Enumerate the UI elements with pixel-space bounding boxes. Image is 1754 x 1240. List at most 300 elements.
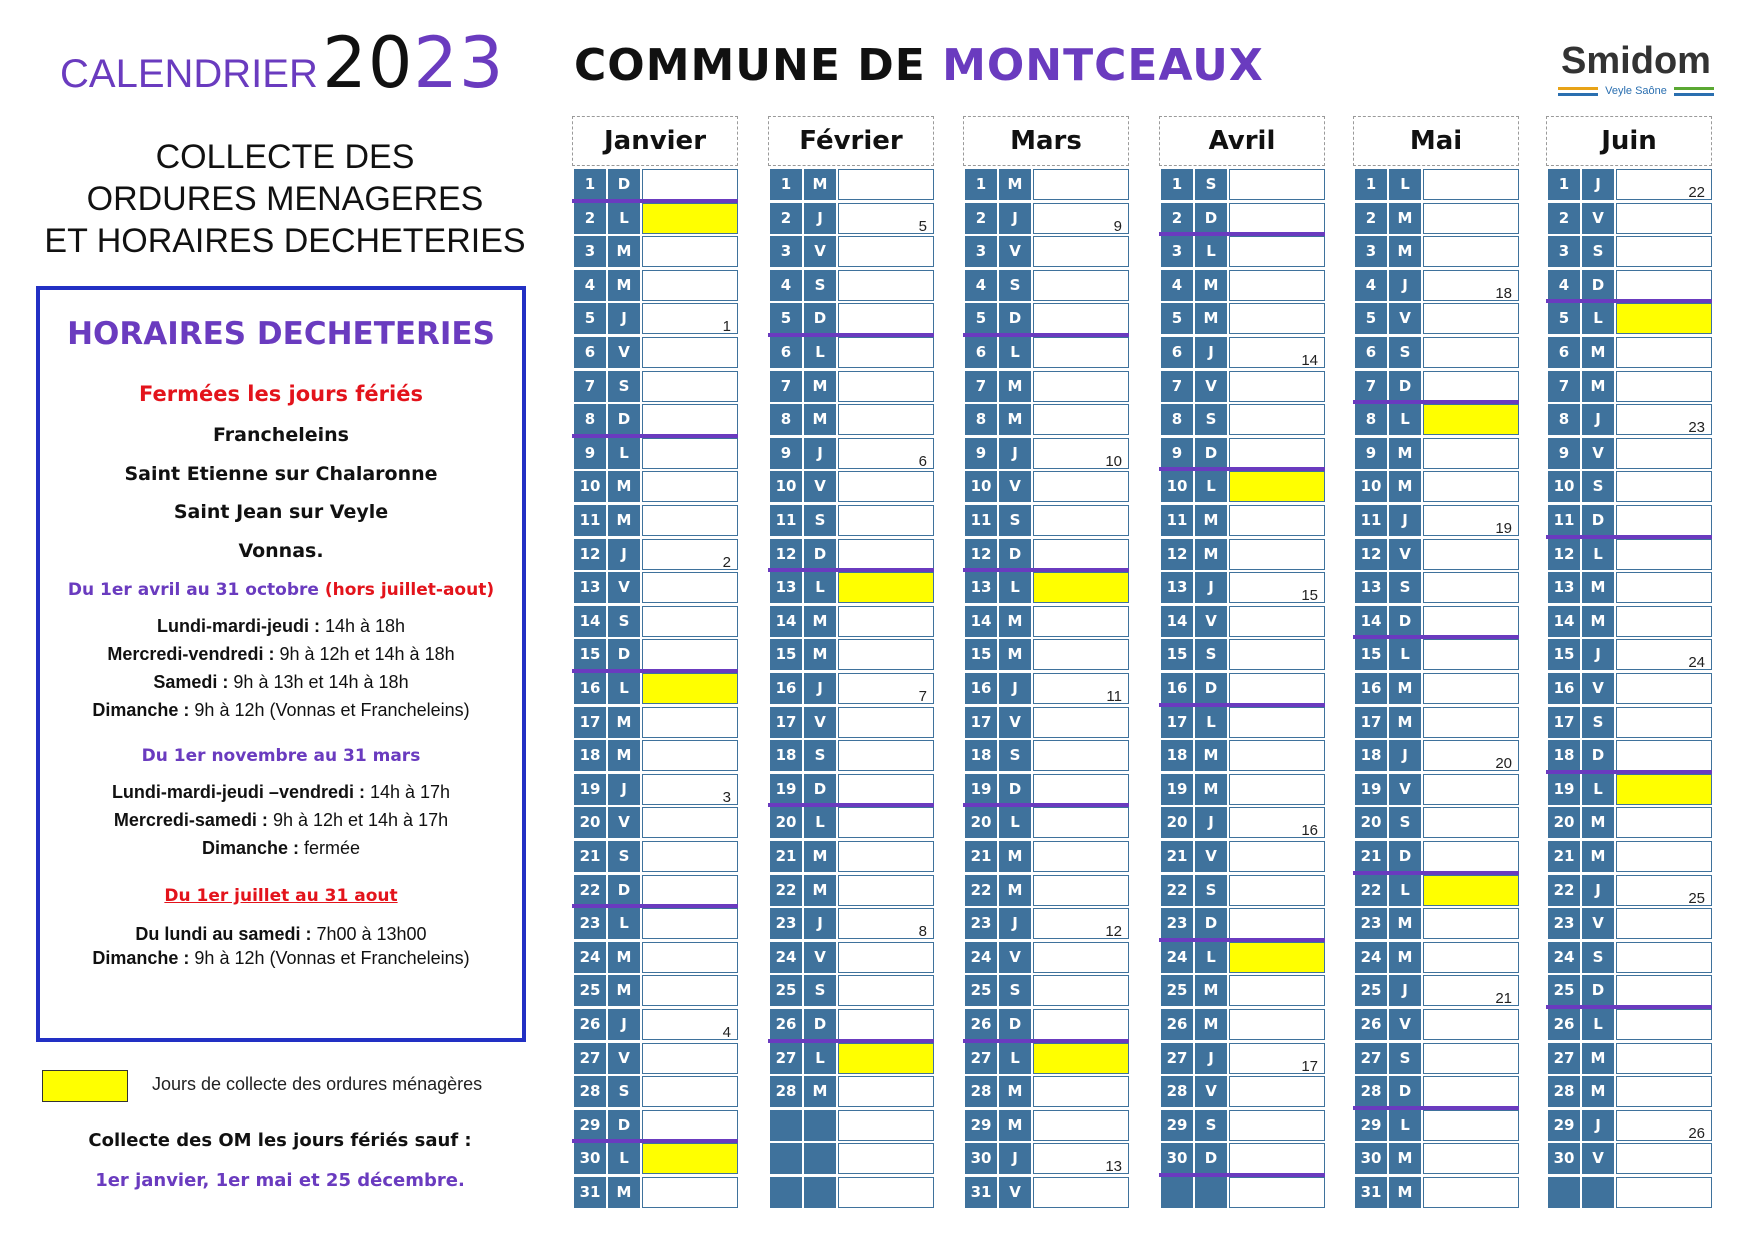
day-of-week bbox=[804, 1110, 836, 1141]
day-box bbox=[1423, 438, 1519, 469]
day-of-week: S bbox=[999, 740, 1031, 771]
day-row bbox=[1159, 672, 1329, 704]
day-number: 28 bbox=[1355, 1076, 1387, 1107]
day-number: 30 bbox=[1355, 1143, 1387, 1174]
site-saint-jean: Saint Jean sur Veyle bbox=[173, 501, 389, 523]
day-number: 11 bbox=[1548, 505, 1580, 536]
day-row bbox=[1546, 470, 1716, 502]
day-of-week: V bbox=[608, 337, 640, 368]
day-number: 30 bbox=[965, 1143, 997, 1174]
day-of-week: L bbox=[608, 438, 640, 469]
day-row bbox=[1353, 437, 1523, 469]
day-row bbox=[963, 941, 1133, 973]
day-number: 30 bbox=[1548, 1143, 1580, 1174]
day-row bbox=[1159, 302, 1329, 334]
week-number: 10 bbox=[1105, 452, 1122, 470]
day-of-week: M bbox=[1389, 942, 1421, 973]
day-box bbox=[642, 169, 738, 200]
day-of-week: M bbox=[804, 875, 836, 906]
day-box bbox=[1423, 975, 1519, 1006]
day-number: 10 bbox=[574, 471, 606, 502]
day-number: 4 bbox=[1548, 270, 1580, 301]
day-of-week: M bbox=[1582, 337, 1614, 368]
day-of-week: S bbox=[804, 740, 836, 771]
day-row bbox=[963, 403, 1133, 435]
day-box bbox=[1423, 1076, 1519, 1107]
day-row bbox=[768, 974, 938, 1006]
day-of-week: D bbox=[999, 303, 1031, 334]
day-number: 17 bbox=[965, 707, 997, 738]
day-row bbox=[768, 571, 938, 603]
day-box bbox=[838, 303, 934, 334]
day-row bbox=[1546, 235, 1716, 267]
day-row bbox=[1353, 235, 1523, 267]
day-box bbox=[838, 1009, 934, 1040]
day-box bbox=[1033, 908, 1129, 939]
day-row bbox=[1546, 504, 1716, 536]
day-row bbox=[1159, 571, 1329, 603]
day-of-week: M bbox=[999, 606, 1031, 637]
day-of-week: D bbox=[1389, 841, 1421, 872]
day-of-week: S bbox=[804, 505, 836, 536]
day-of-week: M bbox=[999, 371, 1031, 402]
day-row bbox=[1353, 269, 1523, 301]
day-of-week: L bbox=[1582, 303, 1614, 334]
day-of-week: V bbox=[999, 471, 1031, 502]
day-box bbox=[1616, 236, 1712, 267]
month-name: Février bbox=[768, 116, 934, 166]
day-of-week: V bbox=[1582, 438, 1614, 469]
day-number: 6 bbox=[965, 337, 997, 368]
day-row bbox=[768, 773, 938, 805]
day-box bbox=[642, 1076, 738, 1107]
day-row bbox=[572, 941, 742, 973]
day-of-week: M bbox=[608, 740, 640, 771]
day-number: 19 bbox=[1161, 774, 1193, 805]
day-of-week: D bbox=[608, 169, 640, 200]
day-row bbox=[572, 538, 742, 570]
day-row bbox=[572, 202, 742, 234]
day-row bbox=[1353, 571, 1523, 603]
day-number: 11 bbox=[965, 505, 997, 536]
day-row bbox=[1546, 1109, 1716, 1141]
day-number: 21 bbox=[965, 841, 997, 872]
day-row bbox=[768, 941, 938, 973]
day-of-week: S bbox=[999, 975, 1031, 1006]
day-number: 10 bbox=[1548, 471, 1580, 502]
day-box bbox=[1616, 841, 1712, 872]
day-number: 20 bbox=[1355, 807, 1387, 838]
day-of-week: M bbox=[1389, 203, 1421, 234]
day-number: 22 bbox=[965, 875, 997, 906]
day-row bbox=[768, 840, 938, 872]
day-box bbox=[838, 908, 934, 939]
day-row bbox=[768, 470, 938, 502]
day-of-week: V bbox=[804, 471, 836, 502]
day-number: 29 bbox=[965, 1110, 997, 1141]
day-box bbox=[838, 639, 934, 670]
day-number: 3 bbox=[965, 236, 997, 267]
day-number: 4 bbox=[965, 270, 997, 301]
day-of-week: J bbox=[999, 203, 1031, 234]
calendar-word: CALENDRIER bbox=[60, 52, 318, 96]
day-row bbox=[1546, 605, 1716, 637]
day-of-week: J bbox=[1195, 337, 1227, 368]
day-row bbox=[572, 1142, 742, 1174]
day-box bbox=[838, 606, 934, 637]
day-of-week: V bbox=[804, 942, 836, 973]
day-number: 24 bbox=[770, 942, 802, 973]
day-of-week: J bbox=[1582, 875, 1614, 906]
day-number: 23 bbox=[1548, 908, 1580, 939]
day-box bbox=[1616, 875, 1712, 906]
day-box bbox=[1229, 639, 1325, 670]
day-box bbox=[1423, 1177, 1519, 1208]
day-box bbox=[1229, 572, 1325, 603]
day-number: 28 bbox=[1548, 1076, 1580, 1107]
day-number: 1 bbox=[1548, 169, 1580, 200]
day-number: 26 bbox=[574, 1009, 606, 1040]
om-holiday-exceptions: 1er janvier, 1er mai et 25 décembre. bbox=[95, 1170, 465, 1191]
day-row bbox=[572, 336, 742, 368]
day-row bbox=[1546, 706, 1716, 738]
week-number: 2 bbox=[722, 553, 731, 571]
day-of-week: S bbox=[804, 270, 836, 301]
day-number: 20 bbox=[1161, 807, 1193, 838]
day-number: 9 bbox=[1161, 438, 1193, 469]
day-of-week: J bbox=[1389, 740, 1421, 771]
day-of-week: V bbox=[1195, 841, 1227, 872]
day-number: 21 bbox=[1548, 841, 1580, 872]
day-row bbox=[572, 874, 742, 906]
day-number: 28 bbox=[770, 1076, 802, 1107]
day-row bbox=[1159, 941, 1329, 973]
day-of-week: V bbox=[804, 707, 836, 738]
day-box bbox=[1616, 572, 1712, 603]
day-box bbox=[642, 908, 738, 939]
day-number: 17 bbox=[1548, 707, 1580, 738]
day-box bbox=[1229, 303, 1325, 334]
day-row bbox=[1546, 168, 1716, 200]
day-box bbox=[838, 337, 934, 368]
day-of-week: V bbox=[1389, 774, 1421, 805]
day-row bbox=[1353, 168, 1523, 200]
day-number: 10 bbox=[1161, 471, 1193, 502]
day-number: 14 bbox=[1161, 606, 1193, 637]
day-of-week: L bbox=[1195, 236, 1227, 267]
commune-title bbox=[574, 40, 1264, 91]
day-of-week: M bbox=[1582, 1043, 1614, 1074]
day-row bbox=[1159, 638, 1329, 670]
day-row bbox=[1546, 370, 1716, 402]
day-box bbox=[1616, 942, 1712, 973]
day-row bbox=[1159, 1042, 1329, 1074]
day-number: 19 bbox=[574, 774, 606, 805]
day-box bbox=[642, 875, 738, 906]
day-of-week: D bbox=[1195, 908, 1227, 939]
day-box bbox=[1423, 471, 1519, 502]
day-of-week: V bbox=[608, 572, 640, 603]
day-box bbox=[1423, 371, 1519, 402]
day-box bbox=[1423, 740, 1519, 771]
day-box bbox=[838, 236, 934, 267]
day-box bbox=[1616, 404, 1712, 435]
day-box bbox=[642, 841, 738, 872]
day-number: 6 bbox=[1161, 337, 1193, 368]
day-box bbox=[1033, 807, 1129, 838]
day-number: 13 bbox=[1548, 572, 1580, 603]
day-row bbox=[768, 437, 938, 469]
day-number: 1 bbox=[574, 169, 606, 200]
day-number: 5 bbox=[770, 303, 802, 334]
day-box bbox=[1229, 1177, 1325, 1208]
collect-day-box bbox=[642, 1143, 738, 1174]
day-row bbox=[572, 370, 742, 402]
day-of-week: M bbox=[1195, 740, 1227, 771]
day-box bbox=[642, 1110, 738, 1141]
day-row bbox=[572, 806, 742, 838]
day-of-week: J bbox=[1389, 975, 1421, 1006]
day-box bbox=[1033, 1009, 1129, 1040]
day-of-week: S bbox=[999, 505, 1031, 536]
day-box bbox=[1616, 606, 1712, 637]
day-of-week: L bbox=[1582, 539, 1614, 570]
day-number: 15 bbox=[1161, 639, 1193, 670]
day-row bbox=[963, 302, 1133, 334]
day-number: 2 bbox=[1355, 203, 1387, 234]
day-box bbox=[1616, 539, 1712, 570]
day-of-week: M bbox=[804, 841, 836, 872]
day-box bbox=[642, 303, 738, 334]
day-number: 3 bbox=[1548, 236, 1580, 267]
day-of-week: M bbox=[1195, 774, 1227, 805]
day-number: 19 bbox=[1548, 774, 1580, 805]
day-number: 28 bbox=[1161, 1076, 1193, 1107]
schedule-row bbox=[40, 782, 522, 803]
day-of-week bbox=[804, 1143, 836, 1174]
day-number: 3 bbox=[1355, 236, 1387, 267]
day-number: 15 bbox=[965, 639, 997, 670]
day-box bbox=[642, 1177, 738, 1208]
day-of-week: M bbox=[1195, 270, 1227, 301]
day-of-week: M bbox=[999, 639, 1031, 670]
collect-day-box bbox=[1423, 875, 1519, 906]
schedule-hours: 9h à 12h (Vonnas et Francheleins) bbox=[189, 700, 470, 720]
schedule-row bbox=[40, 948, 522, 969]
day-of-week: M bbox=[608, 707, 640, 738]
day-box bbox=[1616, 1143, 1712, 1174]
collect-day-box bbox=[1616, 303, 1712, 334]
day-row bbox=[1353, 1176, 1523, 1208]
day-of-week: V bbox=[1389, 303, 1421, 334]
day-row bbox=[768, 874, 938, 906]
day-row bbox=[1353, 974, 1523, 1006]
day-number: 18 bbox=[1548, 740, 1580, 771]
month-name: Janvier bbox=[572, 116, 738, 166]
week-number: 8 bbox=[918, 923, 927, 941]
day-box bbox=[1423, 1043, 1519, 1074]
collect-day-box bbox=[642, 673, 738, 704]
day-of-week: M bbox=[804, 371, 836, 402]
day-box bbox=[1616, 639, 1712, 670]
day-number: 23 bbox=[1355, 908, 1387, 939]
day-number: 2 bbox=[1161, 203, 1193, 234]
day-row bbox=[963, 739, 1133, 771]
day-box bbox=[1616, 1076, 1712, 1107]
day-box bbox=[1616, 203, 1712, 234]
day-box bbox=[1229, 1009, 1325, 1040]
day-row bbox=[768, 1075, 938, 1107]
logo-bar-green bbox=[1674, 87, 1714, 90]
day-of-week: M bbox=[1582, 807, 1614, 838]
day-row bbox=[1159, 336, 1329, 368]
day-number: 24 bbox=[1548, 942, 1580, 973]
day-box bbox=[1229, 707, 1325, 738]
day-number: 21 bbox=[1161, 841, 1193, 872]
day-row bbox=[768, 1042, 938, 1074]
day-box bbox=[1229, 505, 1325, 536]
day-of-week: D bbox=[1195, 203, 1227, 234]
day-number: 19 bbox=[965, 774, 997, 805]
day-of-week: D bbox=[1389, 606, 1421, 637]
day-of-week: M bbox=[999, 875, 1031, 906]
day-box bbox=[1616, 707, 1712, 738]
day-row bbox=[1159, 202, 1329, 234]
day-row bbox=[963, 370, 1133, 402]
day-of-week: L bbox=[1195, 471, 1227, 502]
day-row bbox=[1353, 739, 1523, 771]
day-number: 3 bbox=[770, 236, 802, 267]
day-box bbox=[1229, 539, 1325, 570]
period-exclusion: (hors juillet-aout) bbox=[324, 580, 495, 600]
day-row bbox=[1159, 840, 1329, 872]
day-of-week: M bbox=[999, 841, 1031, 872]
day-box bbox=[838, 841, 934, 872]
day-row bbox=[1546, 538, 1716, 570]
day-of-week: D bbox=[1195, 438, 1227, 469]
day-box bbox=[1423, 707, 1519, 738]
schedule-hours: 14h à 18h bbox=[319, 616, 406, 636]
om-holiday-note: Collecte des OM les jours fériés sauf : bbox=[88, 1130, 472, 1151]
day-of-week: J bbox=[608, 774, 640, 805]
site-saint-etienne: Saint Etienne sur Chalaronne bbox=[124, 463, 438, 485]
week-number: 4 bbox=[722, 1024, 731, 1041]
day-box bbox=[838, 774, 934, 805]
day-of-week: D bbox=[1195, 1143, 1227, 1174]
day-box bbox=[642, 236, 738, 267]
week-number: 7 bbox=[918, 688, 927, 705]
day-of-week: V bbox=[1389, 539, 1421, 570]
day-of-week: M bbox=[1195, 975, 1227, 1006]
day-box bbox=[1423, 606, 1519, 637]
day-number: 27 bbox=[1355, 1043, 1387, 1074]
day-row bbox=[768, 403, 938, 435]
day-box bbox=[1229, 807, 1325, 838]
day-number: 14 bbox=[770, 606, 802, 637]
day-of-week: J bbox=[1582, 169, 1614, 200]
day-row bbox=[1546, 1075, 1716, 1107]
day-box bbox=[642, 740, 738, 771]
day-number: 19 bbox=[770, 774, 802, 805]
day-of-week: D bbox=[999, 774, 1031, 805]
day-row bbox=[963, 504, 1133, 536]
schedule-hours: 9h à 12h et 14h à 18h bbox=[274, 644, 455, 664]
day-box bbox=[1033, 438, 1129, 469]
day-of-week: M bbox=[1389, 707, 1421, 738]
day-number: 7 bbox=[574, 371, 606, 402]
day-row bbox=[1546, 571, 1716, 603]
day-of-week: J bbox=[999, 673, 1031, 704]
day-of-week: M bbox=[804, 404, 836, 435]
day-box bbox=[1033, 236, 1129, 267]
empty-day-row bbox=[1159, 1176, 1329, 1208]
day-of-week: M bbox=[1195, 505, 1227, 536]
week-number: 13 bbox=[1105, 1158, 1122, 1176]
day-box bbox=[1229, 1076, 1325, 1107]
day-number: 17 bbox=[1355, 707, 1387, 738]
day-number: 8 bbox=[1161, 404, 1193, 435]
day-of-week: D bbox=[1582, 975, 1614, 1006]
day-box bbox=[1616, 740, 1712, 771]
day-row bbox=[572, 571, 742, 603]
day-of-week: S bbox=[1195, 875, 1227, 906]
day-of-week: S bbox=[1389, 807, 1421, 838]
year-part-1: 20 bbox=[322, 22, 414, 104]
schedule-hours: 9h à 12h (Vonnas et Francheleins) bbox=[189, 948, 470, 968]
day-number: 27 bbox=[1548, 1043, 1580, 1074]
day-box bbox=[838, 740, 934, 771]
day-row bbox=[1159, 773, 1329, 805]
day-row bbox=[1159, 370, 1329, 402]
day-row bbox=[768, 672, 938, 704]
day-row bbox=[1546, 1042, 1716, 1074]
day-row bbox=[768, 235, 938, 267]
day-box bbox=[1616, 270, 1712, 301]
day-number: 8 bbox=[965, 404, 997, 435]
day-row bbox=[1546, 437, 1716, 469]
day-number: 14 bbox=[1548, 606, 1580, 637]
day-of-week: L bbox=[804, 572, 836, 603]
day-number: 24 bbox=[1161, 942, 1193, 973]
day-box bbox=[1616, 1177, 1712, 1208]
day-box bbox=[1033, 942, 1129, 973]
day-of-week: V bbox=[1582, 673, 1614, 704]
day-number: 25 bbox=[1161, 975, 1193, 1006]
day-row bbox=[963, 269, 1133, 301]
day-of-week: L bbox=[1389, 404, 1421, 435]
day-row bbox=[768, 739, 938, 771]
day-box bbox=[838, 471, 934, 502]
day-number: 14 bbox=[1355, 606, 1387, 637]
day-of-week: L bbox=[1195, 942, 1227, 973]
day-number: 20 bbox=[1548, 807, 1580, 838]
smidom-logo bbox=[1550, 40, 1722, 102]
day-number: 13 bbox=[965, 572, 997, 603]
day-of-week: L bbox=[608, 673, 640, 704]
day-number: 7 bbox=[1161, 371, 1193, 402]
collect-title bbox=[30, 136, 540, 262]
day-number: 4 bbox=[1161, 270, 1193, 301]
day-of-week: V bbox=[608, 807, 640, 838]
day-row bbox=[963, 806, 1133, 838]
day-of-week: M bbox=[1389, 471, 1421, 502]
site-vonnas: Vonnas. bbox=[238, 540, 324, 562]
day-number: 9 bbox=[1355, 438, 1387, 469]
day-number: 6 bbox=[574, 337, 606, 368]
day-box bbox=[642, 942, 738, 973]
day-box bbox=[642, 975, 738, 1006]
day-of-week: S bbox=[608, 371, 640, 402]
